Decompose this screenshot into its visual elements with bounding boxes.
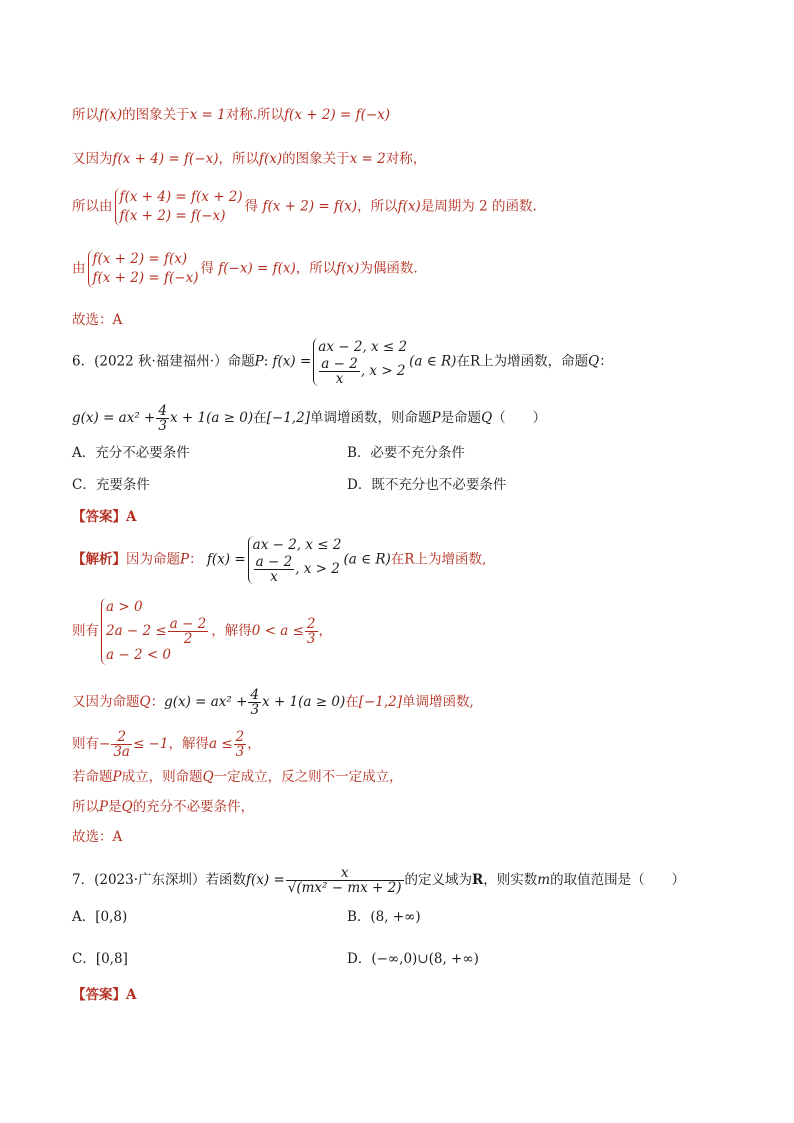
choice-line: 故选：A: [72, 312, 123, 328]
text: 又因为: [72, 151, 113, 167]
text: 由: [72, 260, 86, 277]
solution-line-1: [72, 106, 390, 124]
solution-line-2: [72, 150, 426, 168]
answer-label: 【答案】A: [72, 509, 137, 525]
text: 的图象关于: [122, 107, 190, 123]
math: x = 2: [349, 151, 386, 167]
inequality-system: a > 0 2a − 2 ≤ $\frac{a - 2}{2}$ a − 2 < 0: [101, 598, 209, 665]
answer-label: 【答案】A: [72, 987, 137, 1003]
solution-line-4: [72, 250, 418, 288]
question-6-stem: 6．(2022 秋·福建福州·）命题P: f(x) = ax − 2, x ≤ 2 $\frac{a - 2}{x}$ , x > 2 (a ∈ R)在R上为增函数，命题Q：: [72, 339, 613, 387]
math: f(x): [99, 107, 123, 123]
piecewise-function: ax − 2, x ≤ 2 $\frac{a - 2}{x}$ , x > 2: [248, 536, 342, 584]
math: x = 1: [189, 107, 226, 123]
text: 的图象关于: [282, 151, 350, 167]
text: 对称.所以: [225, 107, 285, 123]
text: ，所以: [218, 151, 259, 167]
text: 对称，: [385, 151, 427, 167]
piecewise-function: ax − 2, x ≤ 2 $\frac{a - 2}{x}$ , x > 2: [313, 338, 407, 386]
text: 是周期为 2 的函数.: [420, 198, 537, 215]
choice-line-6: 故选：A: [72, 829, 123, 845]
text: 所以: [72, 107, 99, 123]
analysis-line-5: 若命题P成立，则命题Q一定成立，反之则不一定成立，: [72, 769, 403, 785]
math: f(x): [397, 198, 421, 215]
equation-system: f(x + 2) = f(x) f(x + 2) = f(−x): [88, 250, 199, 288]
text: 得: [244, 198, 259, 215]
text: 得: [200, 260, 214, 277]
question-7-stem: 7．(2023·广东深圳）若函数f(x) = $\frac{x}{\text{√(mx² − mx + 2)}}$ 的定义域为R，则实数m的取值范围是（ ）: [72, 865, 686, 896]
option-d[interactable]: D．(−∞,0)∪(8, +∞): [347, 951, 479, 967]
math: f(x + 4) = f(−x): [112, 151, 219, 167]
analysis-line-6: 所以P是Q的充分不必要条件，: [72, 799, 255, 815]
math: f(−x) = f(x): [218, 260, 296, 277]
option-d[interactable]: D．既不充分也不必要条件: [347, 477, 507, 493]
text: ，所以: [295, 260, 337, 277]
equation-system: f(x + 4) = f(x + 2) f(x + 2) = f(−x): [115, 188, 243, 226]
option-a[interactable]: A．充分不必要条件: [72, 445, 190, 461]
analysis-line-2: 则有 a > 0 2a − 2 ≤ $\frac{a - 2}{2}$ a − 2 < 0 ，解得0 < a ≤ $\frac{2}{3}$ ，: [72, 599, 333, 663]
analysis-line-1: 【解析】因为命题P： f(x) = ax − 2, x ≤ 2 $\frac{a - 2}{x}$ , x > 2 (a ∈ R)在R上为增函数,: [72, 537, 487, 585]
math: f(x): [258, 151, 283, 167]
option-b[interactable]: B．必要不充分条件: [347, 445, 465, 461]
text: 为偶函数.: [359, 260, 418, 277]
math: f(x + 2) = f(x): [262, 198, 358, 215]
option-b[interactable]: B．(8, +∞): [347, 909, 421, 925]
text: 所以由: [72, 198, 113, 215]
question-6-stem-2: g(x) = ax² + $\frac{4}{3}$ x + 1(a ≥ 0)在[−1,2]单调增函数，则命题P是命题Q（ ）: [72, 403, 547, 434]
math: f(x + 2) = f(−x): [284, 107, 391, 123]
math: f(x): [336, 260, 360, 277]
analysis-line-3: 又因为命题Q：g(x) = ax² + $\frac{4}{3}$ x + 1(a ≥ 0)在[−1,2]单调增函数,: [72, 687, 474, 718]
option-c[interactable]: C．[0,8]: [72, 951, 128, 967]
analysis-line-4: 则有− $\frac{2}{3a}$ ≤ −1，解得a ≤ $\frac{2}{3}$ ，: [72, 729, 261, 760]
text: ，所以: [357, 198, 398, 215]
option-a[interactable]: A．[0,8): [72, 909, 128, 925]
solution-line-3: [72, 188, 537, 226]
option-c[interactable]: C．充要条件: [72, 477, 150, 493]
